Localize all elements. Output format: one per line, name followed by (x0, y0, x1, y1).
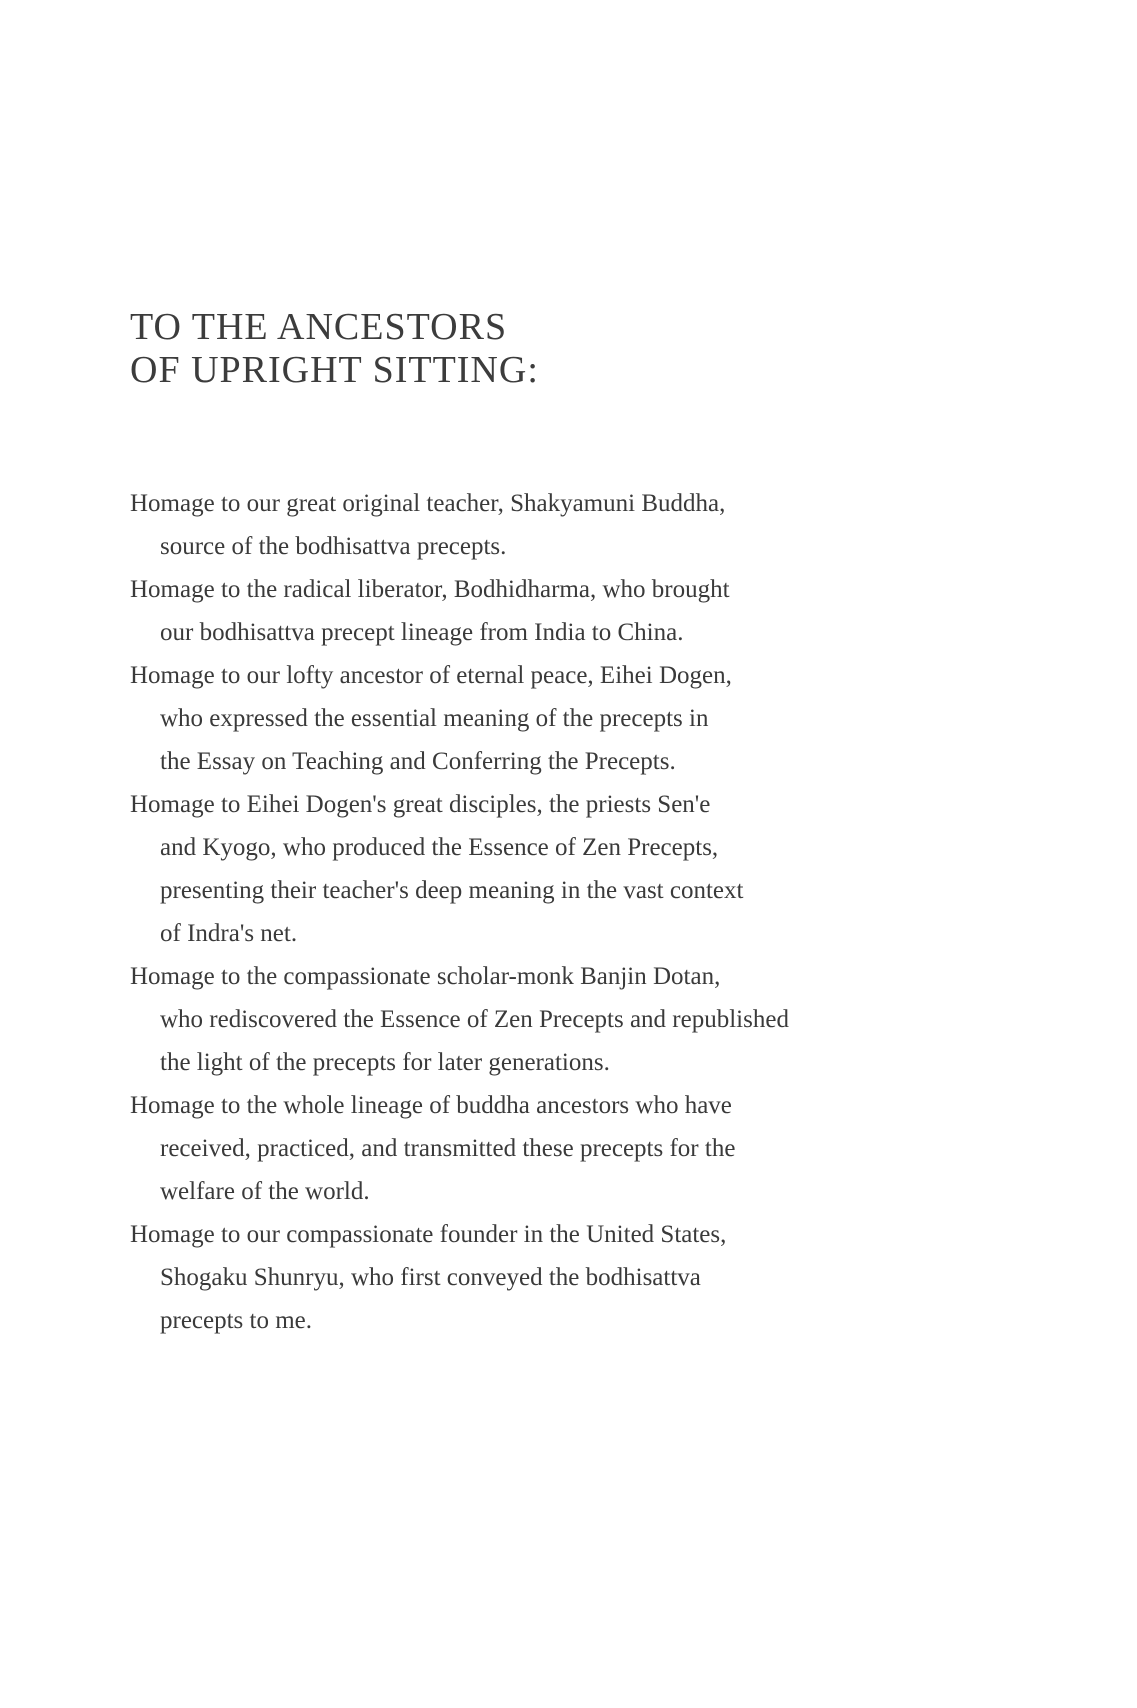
homage-line: welfare of the world. (160, 1178, 370, 1205)
homage-line: Shogaku Shunryu, who first conveyed the bodhisattva (160, 1264, 701, 1291)
homage-paragraph (130, 1084, 980, 1213)
homage-line: who rediscovered the Essence of Zen Precepts and republished (160, 1006, 789, 1033)
homage-line: who expressed the essential meaning of the precepts in (160, 705, 709, 732)
homage-line: Homage to our compassionate founder in the United States, (130, 1221, 727, 1248)
homage-paragraph (130, 955, 980, 1084)
homage-paragraph (130, 482, 980, 568)
title-line-2: OF UPRIGHT SITTING: (130, 349, 539, 391)
page-title (130, 306, 539, 392)
homage-line: Homage to the radical liberator, Bodhidharma, who brought (130, 576, 730, 603)
homage-paragraph (130, 568, 980, 654)
homage-paragraph (130, 1213, 980, 1342)
homage-list (130, 482, 980, 1342)
homage-line: the Essay on Teaching and Conferring the Precepts. (160, 748, 676, 775)
homage-paragraph (130, 654, 980, 783)
homage-line: and Kyogo, who produced the Essence of Zen Precepts, (160, 834, 719, 861)
homage-line: of Indra's net. (160, 920, 298, 947)
homage-paragraph (130, 783, 980, 955)
title-line-1: TO THE ANCESTORS (130, 306, 508, 348)
homage-line: Homage to the whole lineage of buddha ancestors who have (130, 1092, 732, 1119)
homage-line: precepts to me. (160, 1307, 313, 1334)
homage-line: the light of the precepts for later generations. (160, 1049, 610, 1076)
homage-line: Homage to our great original teacher, Shakyamuni Buddha, (130, 490, 726, 517)
homage-line: Homage to the compassionate scholar-monk Banjin Dotan, (130, 963, 721, 990)
homage-line: our bodhisattva precept lineage from India to China. (160, 619, 684, 646)
homage-line: presenting their teacher's deep meaning in the vast context (160, 877, 744, 904)
homage-line: source of the bodhisattva precepts. (160, 533, 507, 560)
homage-line: received, practiced, and transmitted these precepts for the (160, 1135, 736, 1162)
homage-line: Homage to Eihei Dogen's great disciples, the priests Sen'e (130, 791, 711, 818)
homage-line: Homage to our lofty ancestor of eternal peace, Eihei Dogen, (130, 662, 732, 689)
